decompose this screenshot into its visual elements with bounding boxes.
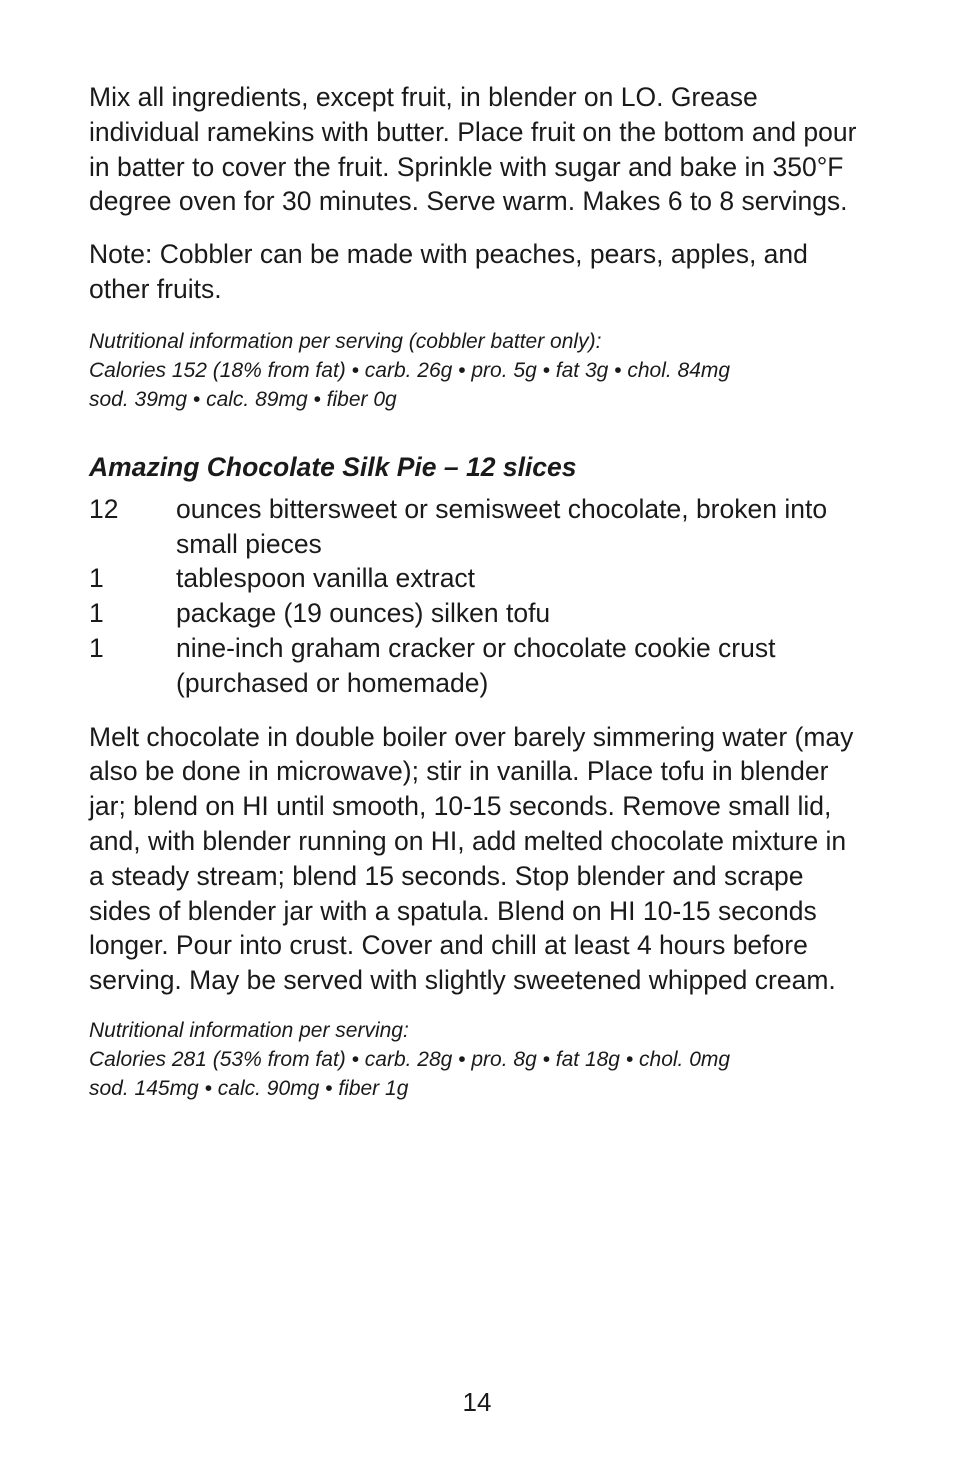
recipe-title: Amazing Chocolate Silk Pie – 12 slices — [89, 451, 577, 482]
ingredient-item — [89, 561, 864, 596]
cobbler-nutrition-line-2: sod. 39mg • calc. 89mg • fiber 0g — [89, 387, 397, 411]
pie-nutrition-line-2: sod. 145mg • calc. 90mg • fiber 1g — [89, 1076, 409, 1100]
ingredient-list — [89, 492, 864, 701]
page-number: 14 — [462, 1387, 492, 1417]
pie-nutrition-heading: Nutritional information per serving: — [89, 1018, 409, 1042]
ingredient-quantity: 12 — [89, 493, 119, 524]
ingredient-description: nine-inch graham cracker or chocolate cookie crust (purchased or homemade) — [176, 632, 776, 698]
pie-instructions: Melt chocolate in double boiler over barely simmering water (may also be done in microwave); stir in vanilla. Place tofu in blender jar; blend on HI until smooth, 10-15 seconds. Remove small lid, and, with blender running on HI, add melted chocolate mixture in a steady stream; blend 15 seconds. Stop blender and scrape sides of blender jar with a spatula. Blend on HI 10-15 seconds longer. Pour into crust. Cover and chill at least 4 hours before serving. May be served with slightly sweetened whipped cream. — [89, 721, 854, 996]
cobbler-instructions: Mix all ingredients, except fruit, in blender on LO. Grease individual ramekins with butter. Place fruit on the bottom and pour in batter to cover the fruit. Sprinkle with sugar and bake in 350°F degree oven for 30 minutes. Serve warm. Makes 6 to 8 servings. — [89, 82, 857, 217]
cobbler-nutrition-heading: Nutritional information per serving (cobbler batter only): — [89, 329, 602, 353]
pie-nutrition-line-1: Calories 281 (53% from fat) • carb. 28g • pro. 8g • fat 18g • chol. 0mg — [89, 1047, 731, 1071]
ingredient-item — [89, 631, 864, 701]
ingredient-quantity: 1 — [89, 632, 104, 663]
ingredient-quantity: 1 — [89, 563, 104, 594]
pie-nutrition-info — [89, 1016, 864, 1103]
cobbler-nutrition-line-1: Calories 152 (18% from fat) • carb. 26g • pro. 5g • fat 3g • chol. 84mg — [89, 358, 731, 382]
ingredient-description: package (19 ounces) silken tofu — [176, 598, 551, 629]
ingredient-item — [89, 492, 864, 562]
ingredient-description: tablespoon vanilla extract — [176, 563, 476, 594]
cobbler-note: Note: Cobbler can be made with peaches, pears, apples, and other fruits. — [89, 239, 808, 304]
ingredient-description: ounces bittersweet or semisweet chocolate, broken into small pieces — [176, 493, 828, 559]
ingredient-quantity: 1 — [89, 598, 104, 629]
cobbler-nutrition-info — [89, 327, 864, 414]
page-content — [89, 80, 864, 1103]
ingredient-item — [89, 596, 864, 631]
